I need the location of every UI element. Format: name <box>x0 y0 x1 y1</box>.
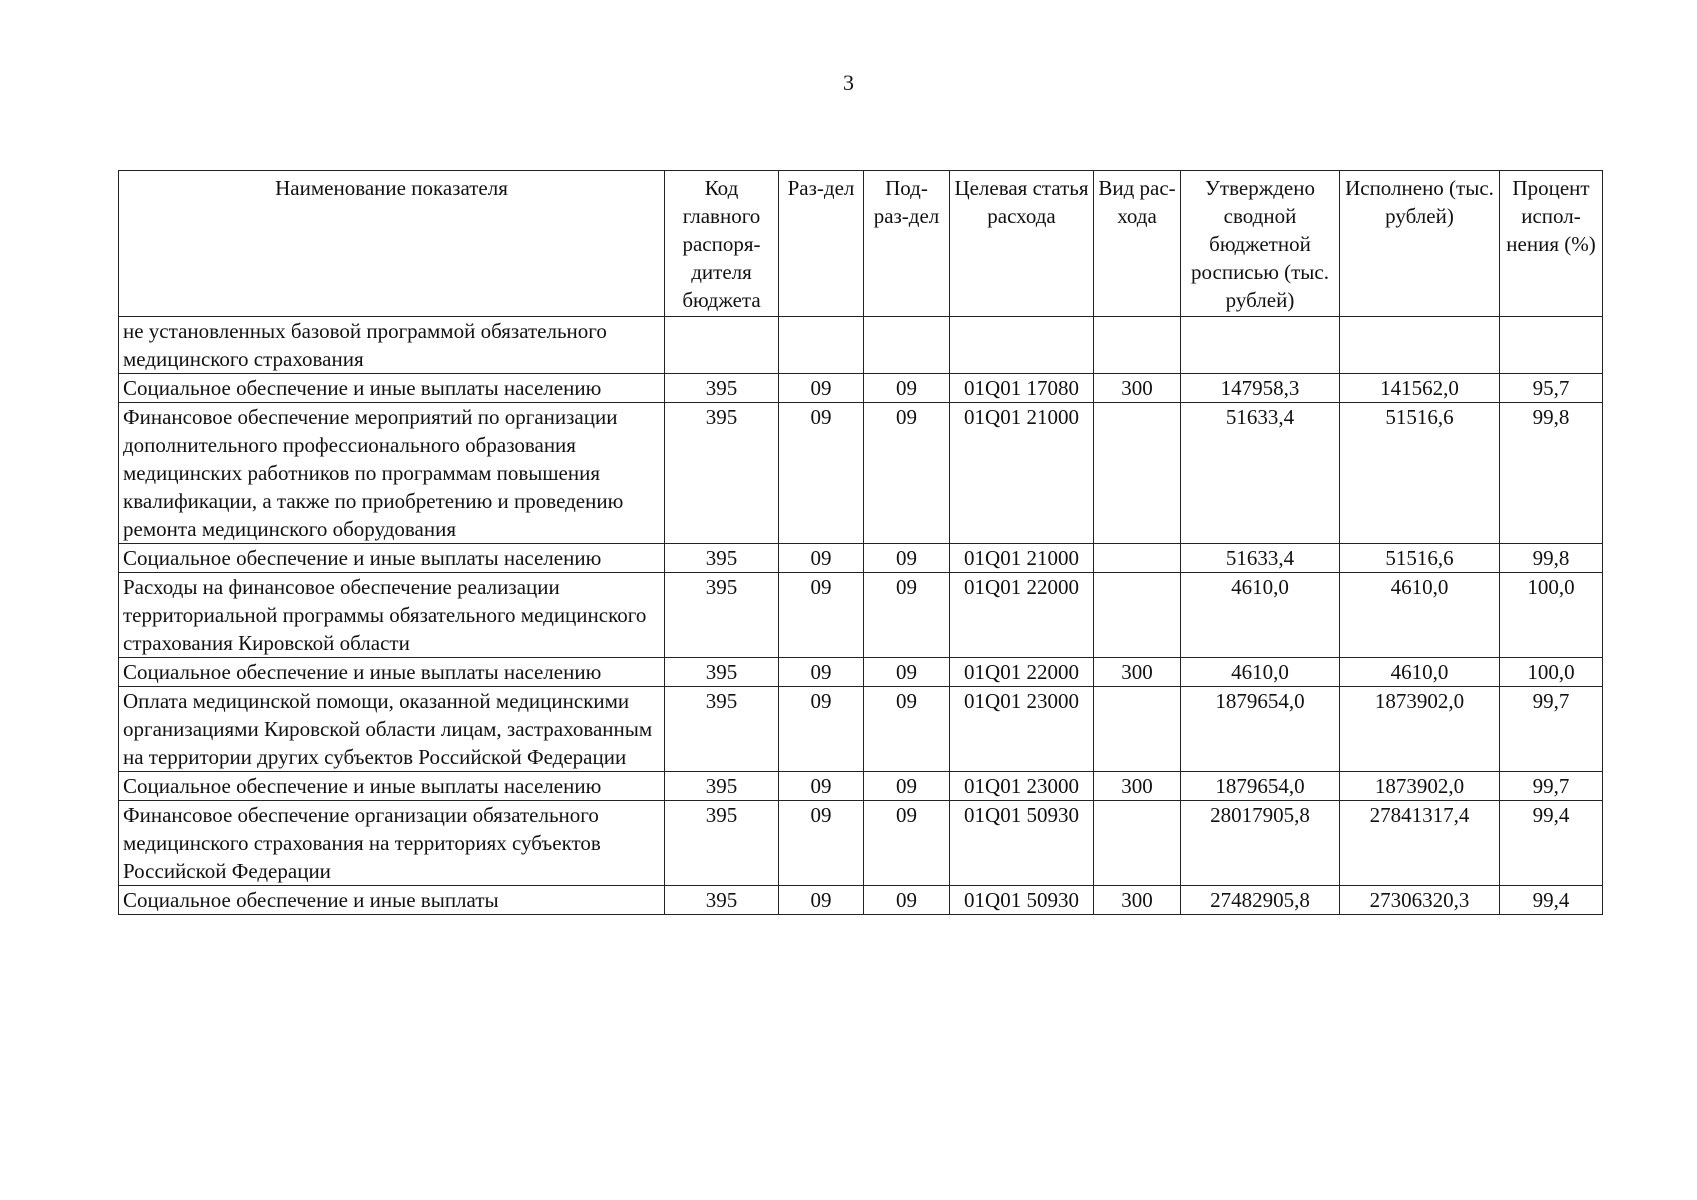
row-percent: 99,8 <box>1500 544 1603 573</box>
header-code: Код главного распоря-дителя бюджета <box>665 171 779 317</box>
table-row <box>119 658 1603 687</box>
header-percent: Процент испол-нения (%) <box>1500 171 1603 317</box>
row-executed: 51516,6 <box>1340 544 1500 573</box>
row-executed: 27841317,4 <box>1340 801 1500 886</box>
header-executed: Исполнено (тыс. рублей) <box>1340 171 1500 317</box>
page-number: 3 <box>843 70 854 95</box>
row-executed: 27306320,3 <box>1340 886 1500 915</box>
row-subsection: 09 <box>864 886 950 915</box>
row-subsection: 09 <box>864 658 950 687</box>
row-section: 09 <box>779 544 864 573</box>
row-code: 395 <box>665 374 779 403</box>
row-subsection: 09 <box>864 544 950 573</box>
row-target: 01Q01 50930 <box>950 886 1094 915</box>
table-header-row <box>119 171 1603 317</box>
row-executed: 51516,6 <box>1340 403 1500 544</box>
row-name: Социальное обеспечение и иные выплаты населению <box>119 772 665 801</box>
table-row <box>119 573 1603 658</box>
row-subsection: 09 <box>864 374 950 403</box>
row-section: 09 <box>779 687 864 772</box>
row-name: Социальное обеспечение и иные выплаты населению <box>119 544 665 573</box>
header-kind: Вид рас-хода <box>1094 171 1181 317</box>
row-name: Расходы на финансовое обеспечение реализации территориальной программы обязательного медицинского страхования Кировской области <box>119 573 665 658</box>
table-row <box>119 317 1603 374</box>
row-target: 01Q01 23000 <box>950 772 1094 801</box>
row-code: 395 <box>665 886 779 915</box>
header-approved: Утверждено сводной бюджетной росписью (тыс. рублей) <box>1181 171 1340 317</box>
row-section: 09 <box>779 573 864 658</box>
row-approved: 28017905,8 <box>1181 801 1340 886</box>
row-subsection: 09 <box>864 573 950 658</box>
row-section: 09 <box>779 658 864 687</box>
row-percent: 99,7 <box>1500 687 1603 772</box>
row-percent <box>1500 317 1603 374</box>
row-approved: 4610,0 <box>1181 658 1340 687</box>
row-kind <box>1094 801 1181 886</box>
row-kind: 300 <box>1094 374 1181 403</box>
header-subsection: Под-раз-дел <box>864 171 950 317</box>
row-kind <box>1094 403 1181 544</box>
row-kind <box>1094 544 1181 573</box>
row-percent: 99,4 <box>1500 801 1603 886</box>
budget-execution-table <box>118 170 1603 915</box>
row-section: 09 <box>779 772 864 801</box>
row-code: 395 <box>665 573 779 658</box>
row-percent: 99,8 <box>1500 403 1603 544</box>
row-percent: 95,7 <box>1500 374 1603 403</box>
row-name: Оплата медицинской помощи, оказанной медицинскими организациями Кировской области лицам, застрахованным на территории других субъектов Российской Федерации <box>119 687 665 772</box>
row-target: 01Q01 17080 <box>950 374 1094 403</box>
row-section <box>779 317 864 374</box>
row-approved: 51633,4 <box>1181 544 1340 573</box>
row-section: 09 <box>779 374 864 403</box>
row-target: 01Q01 22000 <box>950 573 1094 658</box>
row-code: 395 <box>665 658 779 687</box>
table-row <box>119 687 1603 772</box>
row-executed: 141562,0 <box>1340 374 1500 403</box>
table-row <box>119 403 1603 544</box>
row-section: 09 <box>779 801 864 886</box>
row-executed: 4610,0 <box>1340 573 1500 658</box>
row-subsection <box>864 317 950 374</box>
row-name: Финансовое обеспечение организации обязательного медицинского страхования на территориях субъектов Российской Федерации <box>119 801 665 886</box>
row-name: Социальное обеспечение и иные выплаты <box>119 886 665 915</box>
row-code: 395 <box>665 801 779 886</box>
row-target: 01Q01 22000 <box>950 658 1094 687</box>
row-subsection: 09 <box>864 772 950 801</box>
header-target: Целевая статья расхода <box>950 171 1094 317</box>
row-percent: 99,7 <box>1500 772 1603 801</box>
row-kind <box>1094 687 1181 772</box>
row-kind: 300 <box>1094 772 1181 801</box>
row-approved: 27482905,8 <box>1181 886 1340 915</box>
row-target: 01Q01 50930 <box>950 801 1094 886</box>
row-target <box>950 317 1094 374</box>
row-kind <box>1094 317 1181 374</box>
row-target: 01Q01 21000 <box>950 544 1094 573</box>
row-executed <box>1340 317 1500 374</box>
row-section: 09 <box>779 886 864 915</box>
row-subsection: 09 <box>864 403 950 544</box>
row-kind: 300 <box>1094 658 1181 687</box>
row-code: 395 <box>665 772 779 801</box>
table-row <box>119 374 1603 403</box>
header-section: Раз-дел <box>779 171 864 317</box>
row-subsection: 09 <box>864 801 950 886</box>
row-code: 395 <box>665 687 779 772</box>
row-percent: 99,4 <box>1500 886 1603 915</box>
table-row <box>119 886 1603 915</box>
row-code: 395 <box>665 544 779 573</box>
row-target: 01Q01 23000 <box>950 687 1094 772</box>
row-target: 01Q01 21000 <box>950 403 1094 544</box>
row-approved: 1879654,0 <box>1181 687 1340 772</box>
header-name: Наименование показателя <box>119 171 665 317</box>
row-subsection: 09 <box>864 687 950 772</box>
table-row <box>119 772 1603 801</box>
row-approved: 1879654,0 <box>1181 772 1340 801</box>
row-code <box>665 317 779 374</box>
table-row <box>119 544 1603 573</box>
row-approved <box>1181 317 1340 374</box>
row-name: Финансовое обеспечение мероприятий по организации дополнительного профессионального образования медицинских работников по программам повышения квалификации, а также по приобретению и проведению ремонта медицинского оборудования <box>119 403 665 544</box>
row-kind <box>1094 573 1181 658</box>
row-kind: 300 <box>1094 886 1181 915</box>
row-executed: 4610,0 <box>1340 658 1500 687</box>
row-approved: 147958,3 <box>1181 374 1340 403</box>
row-executed: 1873902,0 <box>1340 772 1500 801</box>
row-approved: 4610,0 <box>1181 573 1340 658</box>
row-percent: 100,0 <box>1500 573 1603 658</box>
row-percent: 100,0 <box>1500 658 1603 687</box>
row-name: не установленных базовой программой обязательного медицинского страхования <box>119 317 665 374</box>
table-row <box>119 801 1603 886</box>
row-section: 09 <box>779 403 864 544</box>
row-code: 395 <box>665 403 779 544</box>
row-approved: 51633,4 <box>1181 403 1340 544</box>
row-name: Социальное обеспечение и иные выплаты населению <box>119 658 665 687</box>
row-name: Социальное обеспечение и иные выплаты населению <box>119 374 665 403</box>
row-executed: 1873902,0 <box>1340 687 1500 772</box>
